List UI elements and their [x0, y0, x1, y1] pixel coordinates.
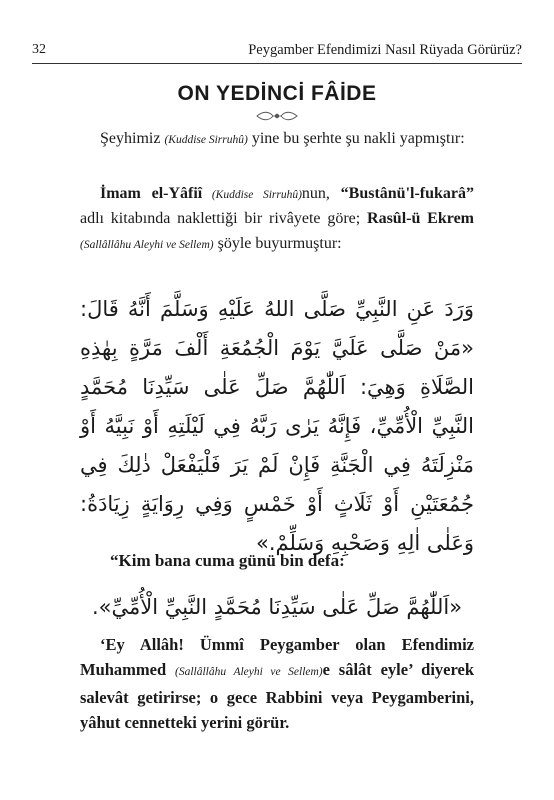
honorific: (Kuddise Sirruhû)	[164, 134, 248, 146]
arabic-hadith: وَرَدَ عَنِ النَّبِيِّ صَلَّى اللهُ عَلَيْهِ وَسَلَّمَ أَنَّهُ قَالَ: «مَنْ صَلَّى عَلَيَّ يَوْمَ الْجُمُعَةِ أَلْفَ مَرَّةٍ بِهٰذِهِ الصَّلَاةِ وَهِيَ: اَللّٰهُمَّ صَلِّ عَلٰى سَيِّدِنَا مُحَمَّدٍ النَّبِيِّ الْأُمِّيِّ، فَإِنَّهُ يَرٰى رَبَّهُ فِي لَيْلَتِهِ أَوْ نَبِيَّهُ أَوْ مَنْزِلَتَهُ فِي الْجَنَّةِ فَإِنْ لَمْ يَرَ فَلْيَفْعَلْ ذٰلِكَ فِي جُمُعَتَيْنِ أَوْ ثَلَاثٍ أَوْ خَمْسٍ وَفِي رِوَايَةٍ زِيَادَةُ: وَعَلٰى اٰلِهِ وَصَحْبِهِ وَسَلِّمْ.»	[80, 297, 474, 555]
page-number: 32	[32, 42, 46, 57]
running-title: Peygamber Efendimizi Nasıl Rüyada Görürüz?	[248, 42, 522, 58]
page-header	[32, 42, 522, 68]
translation-intro: “Kim bana cuma günü bin defa:	[110, 551, 345, 570]
imam-name: İmam el-Yâfiî	[100, 185, 203, 202]
narration-paragraph: İmam el-Yâfiî (Kuddise Sirruhû)nun, “Bustânü'l-fukarâ” adlı kitabında naklettiği bir rivâyete göre; Rasûl-ü Ekrem (Sallâllâhu Aleyhi ve Sellem) şöyle buyurmuştur:	[80, 185, 475, 252]
honorific: (Kuddise Sirruhû)	[202, 189, 302, 201]
intro-paragraph: Şeyhimiz (Kuddise Sirruhû) yine bu şerhte şu nakli yapmıştır:	[100, 130, 465, 147]
honorific: (Sallâllâhu Aleyhi ve Sellem)	[174, 666, 323, 678]
translation-paragraph: ‘Ey Allâh! Ümmî Peygamber olan Efendimiz Muhammed (Sallâllâhu Aleyhi ve Sellem)e sâlât eyle’ diyerek salevât getirirse; o gece Rabbini veya Peygamberini, yâhut cennetteki yerini görür.	[80, 635, 475, 732]
chapter-title: ON YEDİNCİ FÂİDE	[177, 82, 377, 105]
rasul-name: Rasûl-ü Ekrem	[367, 210, 474, 227]
floral-divider-icon	[0, 109, 554, 123]
book-title: “Bustânü'l-fukarâ”	[340, 185, 475, 202]
header-rule	[32, 63, 522, 64]
arabic-salawat: «اَللّٰهُمَّ صَلِّ عَلٰى سَيِّدِنَا مُحَمَّدٍ النَّبِيِّ الْأُمِّيِّ».	[91, 595, 463, 619]
honorific: (Sallâllâhu Aleyhi ve Sellem)	[80, 239, 214, 251]
